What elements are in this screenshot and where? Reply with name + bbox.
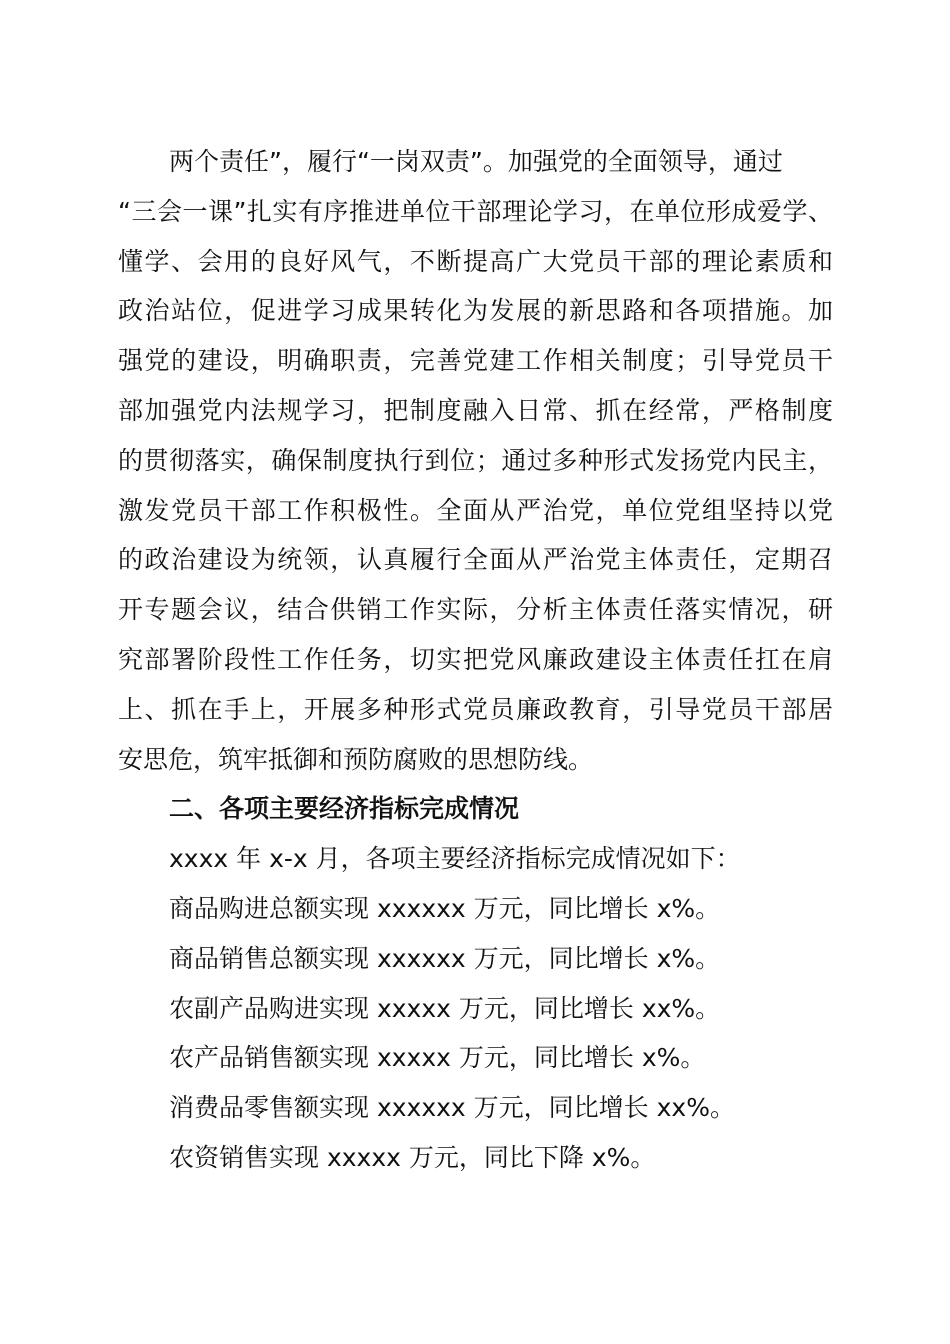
indicator-line: 农资销售实现 xxxxx 万元，同比下降 x%。 <box>169 1142 656 1172</box>
indicator-line: 商品购进总额实现 xxxxxx 万元，同比增长 x%。 <box>169 893 721 923</box>
indicator-line: 农副产品购进实现 xxxxx 万元，同比增长 xx%。 <box>169 993 721 1023</box>
paragraph-line: 懂学、会用的良好风气，不断提高广大党员干部的理论素质和 <box>118 246 833 276</box>
indicator-line: 消费品零售额实现 xxxxxx 万元，同比增长 xx%。 <box>169 1093 735 1123</box>
document-body <box>118 137 833 1183</box>
indicators-intro: xxxx 年 x-x 月，各项主要经济指标完成情况如下： <box>169 844 741 874</box>
indicator-line: 农产品销售额实现 xxxxx 万元，同比增长 x%。 <box>169 1043 706 1073</box>
paragraph-line: 的贯彻落实，确保制度执行到位；通过多种形式发扬党内民主， <box>118 445 833 475</box>
paragraph-line: 部加强党内法规学习，把制度融入日常、抓在经常，严格制度 <box>118 395 833 425</box>
section-heading: 二、各项主要经济指标完成情况 <box>169 794 520 824</box>
paragraph-line: 政治站位，促进学习成果转化为发展的新思路和各项措施。加 <box>118 296 833 326</box>
indicator-line: 商品销售总额实现 xxxxxx 万元，同比增长 x%。 <box>169 943 721 973</box>
paragraph-line: 究部署阶段性工作任务，切实把党风廉政建设主体责任扛在肩 <box>118 644 833 674</box>
paragraph-line: 的政治建设为统领，认真履行全面从严治党主体责任，定期召 <box>118 545 833 575</box>
paragraph-line: 上、抓在手上，开展多种形式党员廉政教育，引导党员干部居 <box>118 694 833 724</box>
paragraph-line: 开专题会议，结合供销工作实际，分析主体责任落实情况，研 <box>118 595 833 625</box>
paragraph-line: 两个责任”，履行“一岗双责”。加强党的全面领导，通过 <box>169 147 783 176</box>
paragraph-line: “三会一课”扎实有序推进单位干部理论学习，在单位形成爱学、 <box>118 196 833 226</box>
paragraph-line: 强党的建设，明确职责，完善党建工作相关制度；引导党员干 <box>118 346 833 376</box>
paragraph-line: 安思危，筑牢抵御和预防腐败的思想防线。 <box>118 744 594 774</box>
paragraph-line: 激发党员干部工作积极性。全面从严治党，单位党组坚持以党 <box>118 495 833 525</box>
